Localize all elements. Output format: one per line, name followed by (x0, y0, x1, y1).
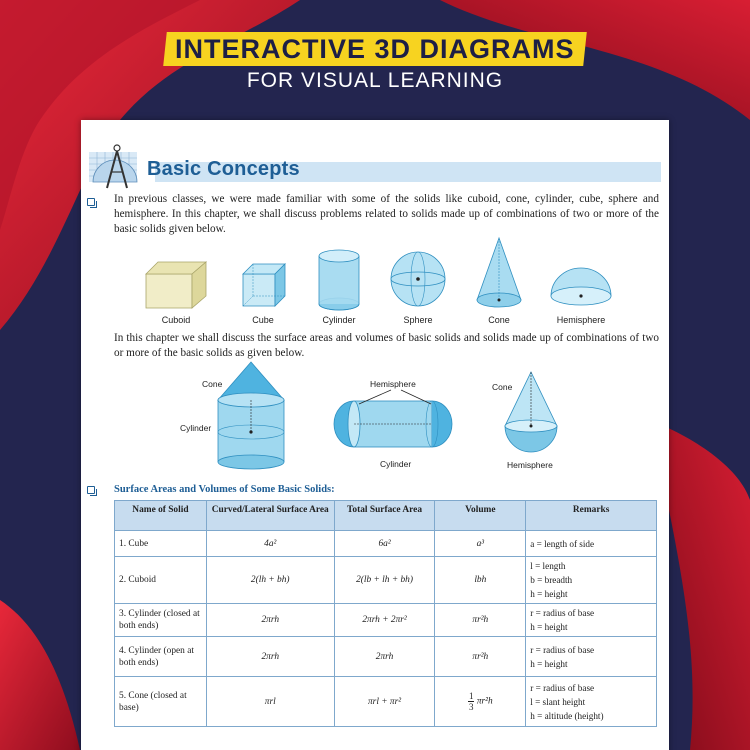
solid-name-cell: 5. Cone (closed at base) (115, 677, 207, 727)
pointer-arrows (351, 388, 441, 408)
remarks-cell (526, 557, 657, 604)
table-row (115, 557, 657, 604)
volume-cell: lbh (435, 557, 526, 604)
hemisphere-figure (549, 266, 613, 308)
column-header: Remarks (526, 501, 657, 531)
remarks-cell (526, 637, 657, 677)
promo-banner (0, 32, 750, 93)
tsa-cell: 2πrh (334, 637, 435, 677)
combo2-top-label: Hemisphere (370, 379, 416, 389)
solid-name-cell: 3. Cylinder (closed at both ends) (115, 604, 207, 637)
remark-line: h = height (530, 589, 568, 599)
solid-label: Cylinder (322, 315, 356, 325)
combo2-bottom-label: Cylinder (380, 459, 412, 469)
volume-cell (435, 677, 526, 727)
table-row (115, 531, 657, 557)
column-header: Total Surface Area (334, 501, 435, 531)
solid-name-cell: 2. Cuboid (115, 557, 207, 604)
remark-line: b = breadth (530, 575, 573, 585)
banner-title: INTERACTIVE 3D DIAGRAMS (163, 32, 586, 66)
bullet-icon (87, 486, 95, 494)
combo1-top-label: Cone (202, 379, 223, 389)
solid-label: Cone (488, 315, 510, 325)
combo3-top-label: Cone (492, 382, 513, 392)
table-row (115, 637, 657, 677)
combo3-bottom-label: Hemisphere (507, 460, 553, 470)
volume-cell: πr²h (435, 637, 526, 677)
table-header-row (115, 501, 657, 531)
fraction-denominator: 3 (468, 702, 474, 712)
csa-cell: 2(lh + bh) (206, 557, 334, 604)
tsa-cell: πrl + πr² (334, 677, 435, 727)
remark-line: r = radius of base (530, 644, 595, 655)
remark-line: l = slant height (530, 696, 586, 707)
tsa-cell: 2(lb + lh + bh) (334, 557, 435, 604)
cuboid-figure (144, 260, 208, 310)
banner-subtitle: FOR VISUAL LEARNING (246, 69, 504, 92)
surface-area-table (114, 500, 657, 727)
solid-label: Sphere (403, 315, 433, 325)
volume-cell: a³ (435, 531, 526, 557)
cone-figure (474, 236, 524, 310)
remark-line: h = height (530, 622, 568, 632)
solid-label: Cuboid (161, 315, 191, 325)
fraction-numerator: 1 (468, 691, 474, 701)
chapter-paragraph: In this chapter we shall discuss the surface areas and volumes of basic solids and solids made up of combinations of two or more of the basic solids as given below. (114, 332, 659, 360)
table-row (115, 677, 657, 727)
cube-figure (241, 262, 287, 308)
tsa-cell: 6a² (334, 531, 435, 557)
remarks-cell (526, 604, 657, 637)
column-header: Curved/Lateral Surface Area (206, 501, 334, 531)
section-header (87, 142, 667, 192)
solid-label: Hemisphere (556, 315, 606, 325)
bullet-icon (87, 198, 95, 206)
section-title: Basic Concepts (147, 158, 300, 180)
sphere-figure (389, 250, 447, 308)
combo1-bottom-label: Cylinder (180, 423, 212, 433)
remark-line: a = length of side (530, 538, 595, 549)
csa-cell: 4a² (206, 531, 334, 557)
csa-cell: πrl (206, 677, 334, 727)
remark-line: r = radius of base (530, 608, 595, 618)
column-header: Name of Solid (115, 501, 207, 531)
compass-protractor-icon (87, 142, 147, 192)
remark-line: h = altitude (height) (530, 710, 604, 721)
csa-cell: 2πrh (206, 604, 334, 637)
textbook-page (81, 120, 669, 750)
solid-name-cell: 1. Cube (115, 531, 207, 557)
remark-line: h = height (530, 658, 568, 669)
volume-fraction (468, 691, 475, 712)
remark-line: l = length (530, 561, 566, 571)
solid-name-cell: 4. Cylinder (open at both ends) (115, 637, 207, 677)
intro-paragraph: In previous classes, we were made familiar with some of the solids like cuboid, cone, cylinder, cube, sphere and hemisphere. In this chapter, we shall discuss problems related to solids made up of combinations of two or more of the basic solids given below. (114, 193, 659, 236)
remarks-cell (526, 531, 657, 557)
solid-label: Cube (252, 315, 274, 325)
cylinder-figure (316, 248, 362, 312)
remarks-cell (526, 677, 657, 727)
table-row (115, 604, 657, 637)
csa-cell: 2πrh (206, 637, 334, 677)
tsa-cell: 2πrh + 2πr² (334, 604, 435, 637)
volume-cell: πr²h (435, 604, 526, 637)
cone-cylinder-figure (212, 360, 292, 474)
table-title: Surface Areas and Volumes of Some Basic Solids: (114, 484, 335, 495)
remark-line: r = radius of base (530, 682, 595, 693)
volume-rest: πr²h (476, 696, 493, 707)
column-header: Volume (435, 501, 526, 531)
